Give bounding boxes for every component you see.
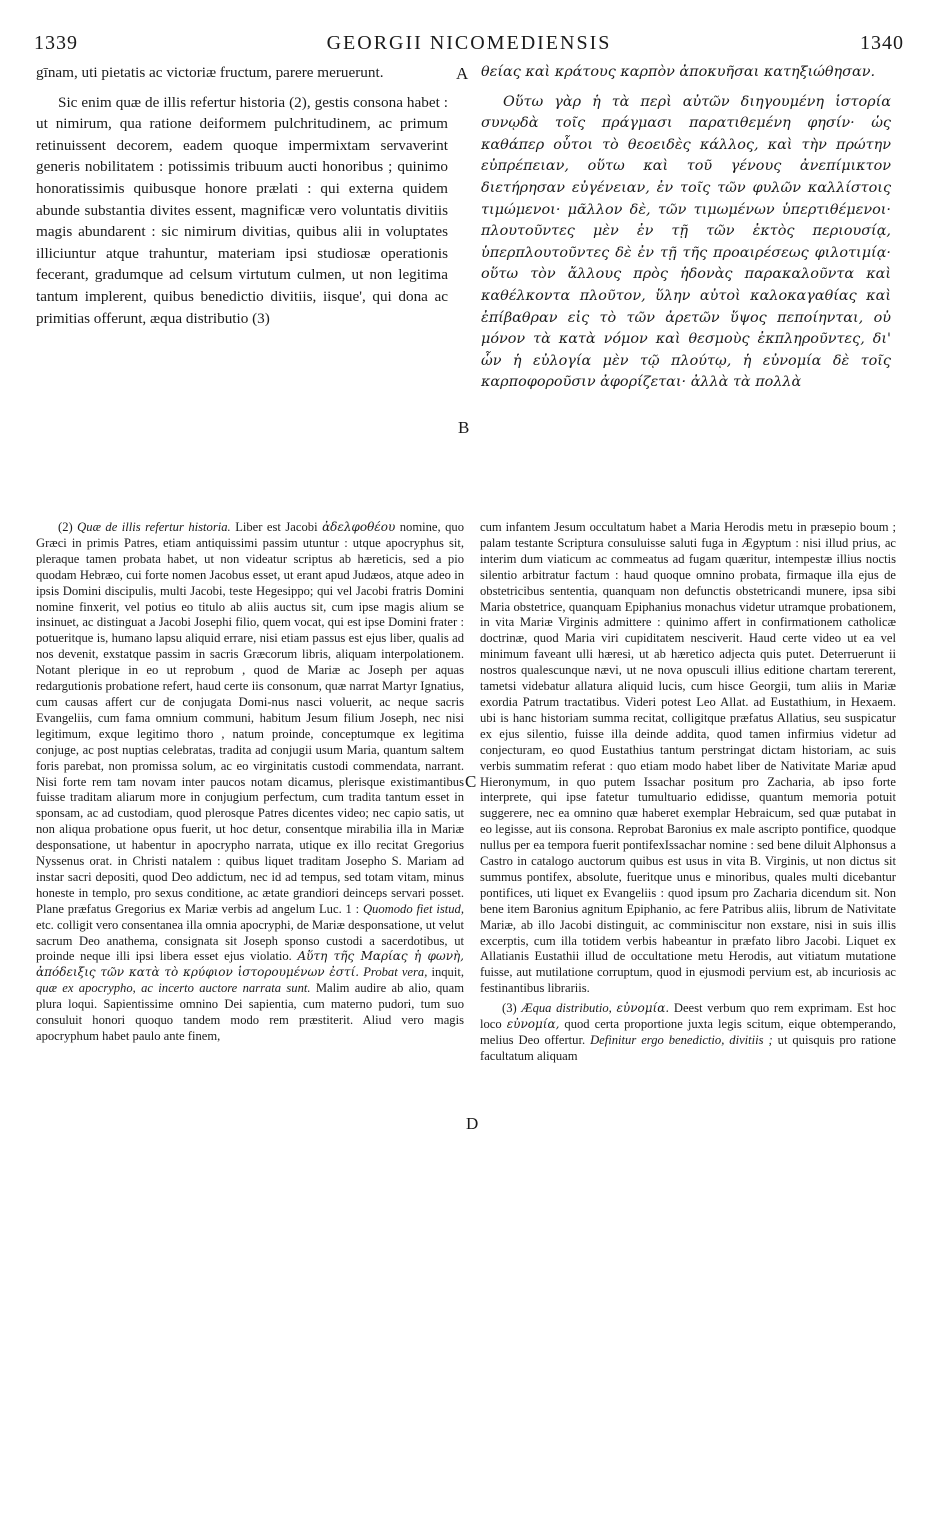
footnote-3-body-end: ut quisquis pro ratione facultatum aliquam	[480, 1033, 897, 1063]
latin-paragraph-2: Sic enim quæ de illis refertur historia (2), gestis consona habet : ut nimirum, qua ratione deiformem pulchritudinem, ac primum retinuissent decorem, eadem quoque impermixtam servaverint generis nobilitatem : potissimis tribuum aucti honoribus ; quinimo honoratissimis quibusque honore prælati : qui externa quidem abunde substantia divites essent, magnificæ vero voluntatis divitiis magis abundarent : sic nimirum divitias, quibus alii in voluptates illiciuntur atque trahuntur, materiam ipsi studiosæ operationis fecerant, gradumque ad celsum virtutum culmen, ut non legitima tantum implerent, quibus benedictio divitiis, iisque', qui dona ac primitias offerunt, æqua distributio (3)	[36, 93, 448, 327]
margin-marker-c: C	[465, 772, 477, 791]
footnote-3-body: quod certa proportione juxta legis scitum, eique obtemperando, melius Deo offertur.	[480, 1017, 896, 1047]
footnote-2-body: nomine, quo Græci in primis Patres, etiam antiquissimi passim utuntur : utque apocryphus sit, pleraque tamen probata habet, ut non videatur scriptus ab hæreticis, sed a pio quodam Hebræo, cui forte nomen Jacobus esset, ut erant apud Judæos, atque adeo in ipsis Domini discipulis, multi Jacobi, teste Hegesippo; qui vel Jacobi fratris Domini nomine finxerit, vel potius eo titulo ab aliis auctus sit, cum ipse magis alium se insinuet, ac distinguat a Jacobi Josephi filio, quem vocat, qui est ipse Domini frater : potueritque is, humano lapsu aliquid errare, nisi etiam passus est ejus liber, qualis ad nos devenit, exstatque passim in sacris Græcorum libris, aliquam interpolationem. Notant plerique in eo ut reprobum , quod de Mariæ ac Joseph per aquas redargutionis probatione refert, haud certe iis consonum, quæ narrat Martyr Ignatius, cum causas affert cur de conjugata Domi-nus nasci voluerit, ac neque sacris Evangeliis, cum fama omnium communi, habitum Jesum filium Joseph, nec nisi legitimum, exque legitimo thoro , natum proinde, conceptumque ex legitima conjuge, ac post nuptias celebratas, tradita ad conjugii usum Maria, quantum saltem foris parebat, non promissa solum, ac eo virginitatis custodi commendata, narrant. Nisi forte rem tam novam inter paucos notam dicamus, plerisque existimantibus fuisse traditam aliarum more in conjugium perfectum, cum tradita tantum esset in sponsam, ac ad custodiam, quod plerosque Patres dicentes video; nec capio satis, ut non aliqua probatione opus fuerit, ut hoc detur, consentque mirabilia illa in Mariæ desponsatione, ut habentur in apocrypho narrata, utique ex illo recitat Gregorius Nyssenus orat. in Christi natalem : quibus liquet traditam Josepho S. Mariam ad instar sacri depositi, quod Deo addictum, nec id ad tempus, sed totam vitam, minus honeste in templo, pro sexus conditione, ac ætate grandiori deinceps servari posset. Plane præfatus Gregorius ex Mariæ verbis ad angelum Luc. 1 :	[36, 520, 465, 916]
footnotes-right-column	[480, 520, 896, 1065]
main-text-greek	[481, 62, 891, 394]
page-number-left: 1339	[34, 32, 78, 54]
footnote-2-label: (2)	[58, 520, 73, 534]
footnote-2-text: Liber est Jacobi	[235, 520, 318, 534]
footnote-2-probat: Probat vera,	[363, 965, 428, 980]
footnote-2-body-cont: etc. colligit vero consentanea illa omnia apocryphi, de Mariæ desponsatione, ut velut sacrum Deo anathema, consignata sit Joseph sponso custodi a sacerdotibus, ut proinde neque illi ipsi libera esset ejus violatio.	[36, 917, 464, 964]
running-header	[34, 32, 904, 58]
footnote-2-lemma: Quæ de illis refertur historia.	[77, 520, 231, 534]
main-text-latin	[36, 62, 448, 329]
footnote-3-text: Deest verbum quo rem exprimam. Est hoc loco	[480, 1001, 896, 1032]
greek-paragraph-2: Οὕτω γὰρ ἡ τὰ περὶ αὐτῶν διηγουμένη ἱστορία συνῳδὰ τοῖς πράγμασι παρατιθεμένη φησίν· ὡς καθάπερ οὗτοι τὸ θεοειδὲς κάλλος, καὶ τὴν πρώτην εὐπρέπειαν, οὕτω καὶ τοῦ γένους ἀνεπίμικτον διετήρησαν εὐγένειαν, ἐν τοῖς τῶν φυλῶν καλλίστοις τιμώμενοι· μᾶλλον δὲ, τῶν τιμωμένων ὑπερτιθέμενοι· πλουτοῦντες μὲν ἐν τῇ τῶν ἐκτὸς περιουσίᾳ, ὑπερπλουτοῦντες δὲ ἐν τῇ τῆς προαιρέσεως φιλοτιμίᾳ· οὕτω τὸν ἄλλους πρὸς ἡδονὰς παρακαλοῦντα καὶ καθέλκοντα πλοῦτον, ὕλην αὐτοὶ καλοκαγαθίας καὶ ἐπίβαθραν εἰς τὸ τῶν ἀρετῶν ὕψος πεποίηνται, οὐ μόνον τὰ κατὰ νόμον καὶ θεσμοὺς ἐκπληροῦντες, δι' ὧν ἡ εὐλογία μὲν τῷ πλούτῳ, ἡ εὐνομία δὲ τοῖς καρποφοροῦσιν ἀφορίζεται· ἀλλὰ τὰ πολλὰ	[481, 93, 891, 391]
footnote-2-inquit: inquit,	[431, 965, 464, 980]
footnote-3-quote: Definitur ergo benedictio, divitiis ;	[590, 1033, 773, 1047]
footnote-2-continuation: cum infantem Jesum occultatum habet a Maria Herodis metu in præsepio boum ; palam testante Scriptura consuluisse saluti fuga in Ægyptum : nisi illud prius, ac interim dum viaticum ac commeatus ad fugam quæritur, intempestæ illius noctis silentio arbitratur factum : haud quoque omnino probata, firmaque illa ejus de obstetricibus sententia, quanquam non defunctis obstetricandi munere, ipsa sibi Maria obstetrice, quanquam Epiphanius monachus videtur utramque probationem, in vita Mariæ Virginis admittere : quinimo affert in confirmationem catholicæ doctrinæ, quod Maria viri cupiditatem nesciverit. Haud certe video ut ea vel minimum faveant ulli hæresi, ut ab hæretico adjecta quis putet. Deterruerunt ii nostros qualescunque nævi, ut ne nova opusculi illius editione chartam tererent, tametsi videbatur allatura aliquid lucis, cum hisce Georgii, tum aliis in Mariæ exordia Patrum tractatibus. Videri potest Leo Allat. ad Eustathium, in Hexaem. ubi is hanc historiam summa recitat, colligitque præfatus Allatius, seu suspicatur ex ejus silentio, fuisse illa deinde addita, quod tamen infirmius videtur ad conjecturam, eo quod Eustathius tantum perstringat dictam historiam, ac suis verbis summatim referat : quo etiam modo habet liber de Nativitate Mariæ apud Hieronymum, in quo putem Issachar positum pro Zacharia, ab ipso forte interprete, qui ipse fatetur tumultuario edidisse, quantum memoria potuit suggerere, nec ea omnino quæ haberet exemplar Hebraicum, sed quæ putabat in eo legisse, aut iis consona. Reprobat Baronius ex male ascripto pontifice, quodque nullus per ea tempora fuerit pontifexIssachar nomine : sed bene diluit Alphonsus a Castro in catalogo auctorum quibus est usus in vita B. Virginis, ut non dictus sit summus pontifex, absolute, fueritque unus e minoribus, quales multi dicebantur pontifices, uti liquet ex Evangeliis : quod ipsum pro Zacharia dicendum sit. Non bene item Baronius agnitum Epiphanio, ac fere Patribus aliis, librum de Nativitate Mariæ, ab illo Jacobi distinguit, ac comminiscitur non exstare, nisi in suis illis excerptis, cum illa totidem verbis habeantur in præfato libro Jacobi. Liquet ex Allatianis Eustathii illud de occultatione metu Herodis, aut vitiatum mutatione fuisse, aut mutilatione corruptum, quod in ejusmodi pervium est, ab incuriosis ac festinantibus librariis.	[480, 520, 896, 996]
running-title: GEORGII NICOMEDIENSIS	[326, 32, 612, 54]
footnotes-left-column	[36, 520, 464, 1045]
greek-paragraph-1: θείας καὶ κράτους καρπὸν ἀποκυῆσαι κατηξιώθησαν.	[481, 64, 876, 80]
margin-marker-a: A	[456, 64, 469, 83]
footnote-3-label: (3)	[502, 1001, 517, 1016]
footnote-2-greek-quote: Αὕτη τῆς Μαρίας ἡ φωνὴ, ἀπόδειξις τῶν κατὰ τὸ κρύφιον ἱστορουμένων ἐστί.	[36, 949, 464, 980]
margin-marker-b: B	[458, 418, 470, 437]
latin-paragraph-1: gīnam, uti pietatis ac victoriæ fructum, parere meruerunt.	[36, 64, 384, 81]
footnote-3-greek-word: εὐνομία,	[506, 1017, 560, 1032]
footnote-2-greek-word: ἀδελφοθέου	[322, 520, 396, 534]
footnote-2-body-end: Malim audire ab alio, quam plura loqui. Sapientissime omnino Dei sapientia, cum materno pudori, tum suo consuluit honori quoquo tandem modo rem præstiterit. Aliud vero magis apocryphum habet paulo ante finem,	[36, 981, 464, 1043]
footnote-3	[480, 1001, 896, 1065]
footnote-3-lemma: Æqua distributio,	[521, 1001, 612, 1016]
margin-marker-d: D	[466, 1114, 479, 1133]
footnote-3-greek-lemma: εὐνομία.	[616, 1001, 670, 1016]
footnote-2-quote: Quomodo fiet istud,	[362, 901, 464, 916]
page-number-right: 1340	[860, 32, 904, 54]
footnote-2-quote-2: quæ ex apocrypho, ac incerto auctore narrata sunt.	[36, 981, 311, 996]
footnote-2	[36, 520, 464, 1045]
